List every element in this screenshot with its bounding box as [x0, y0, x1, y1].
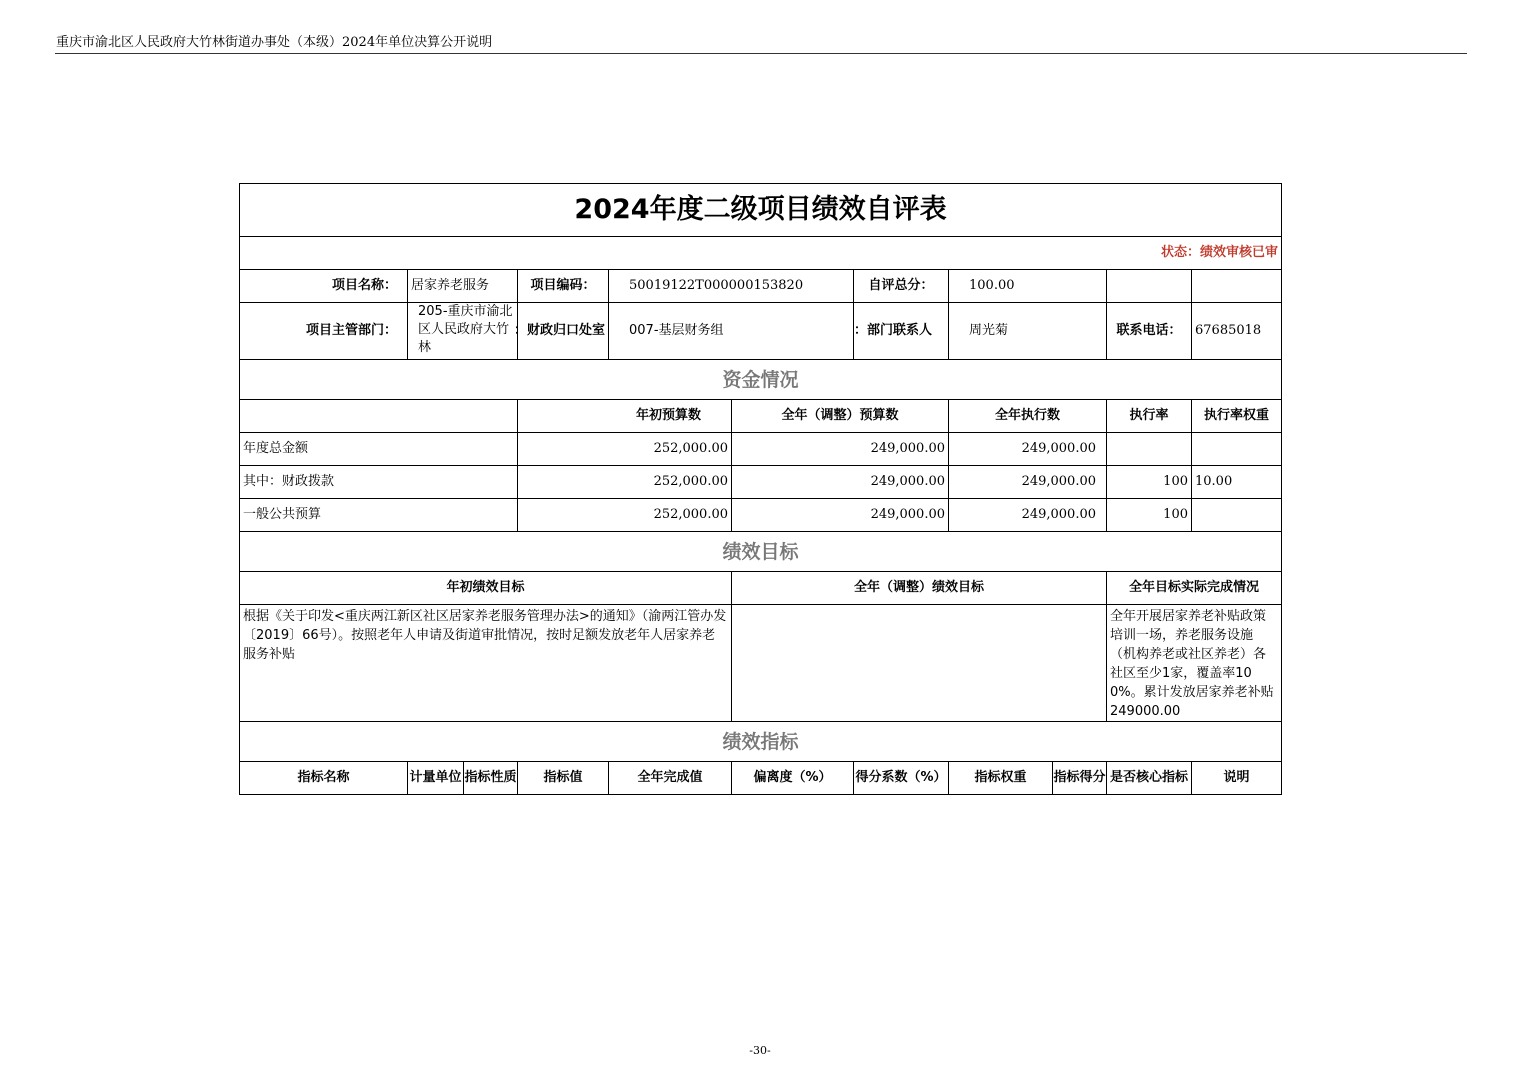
fund-row-label: 年度总金额 — [240, 433, 518, 466]
phone-value: 67685018 — [1192, 303, 1282, 360]
funds-header-adjusted: 全年（调整）预算数 — [732, 400, 949, 433]
project-code-label: 项目编码： — [518, 270, 609, 303]
indicator-header: 是否核心指标 — [1107, 762, 1192, 795]
score-label: 自评总分： — [854, 270, 949, 303]
page-number: -30- — [749, 1044, 771, 1057]
funds-header-rate: 执行率 — [1107, 400, 1192, 433]
fund-rate: 100 — [1107, 466, 1192, 499]
running-title: 重庆市渝北区人民政府大竹林街道办事处（本级）2024年单位决算公开说明 — [56, 35, 493, 50]
office-label: 财政归口处室： — [518, 303, 609, 360]
funds-section-title: 资金情况 — [240, 360, 1282, 400]
form-title: 2024年度二级项目绩效自评表 — [240, 184, 1282, 237]
contact-value: 周光菊 — [949, 303, 1107, 360]
indicator-header: 指标得分 — [1053, 762, 1107, 795]
fund-weight: 10.00 — [1192, 466, 1282, 499]
indicator-header: 说明 — [1192, 762, 1282, 795]
goals-section-title: 绩效目标 — [240, 532, 1282, 572]
fund-rate — [1107, 433, 1192, 466]
indicator-header: 指标名称 — [240, 762, 408, 795]
fund-rate: 100 — [1107, 499, 1192, 532]
project-name-value: 居家养老服务 — [408, 270, 518, 303]
fund-adjusted: 249,000.00 — [732, 433, 949, 466]
performance-self-evaluation-table — [239, 183, 1282, 795]
table-row — [240, 499, 1282, 532]
goal-adjusted-text — [732, 605, 1107, 722]
fund-executed: 249,000.00 — [949, 466, 1107, 499]
fund-executed: 249,000.00 — [949, 433, 1107, 466]
fund-initial: 252,000.00 — [518, 433, 732, 466]
fund-weight — [1192, 499, 1282, 532]
fund-initial: 252,000.00 — [518, 499, 732, 532]
indicator-header: 偏离度（%） — [732, 762, 854, 795]
indicator-header: 指标性质 — [464, 762, 518, 795]
dept-value: 205-重庆市渝北区人民政府大竹林 — [408, 303, 518, 360]
office-value: 007-基层财务组 — [609, 303, 854, 360]
funds-header-weight: 执行率权重 — [1192, 400, 1282, 433]
table-row — [240, 466, 1282, 499]
goals-header-initial: 年初绩效目标 — [240, 572, 732, 605]
phone-label: 联系电话： — [1107, 303, 1192, 360]
dept-label: 项目主管部门： — [240, 303, 408, 360]
fund-adjusted: 249,000.00 — [732, 499, 949, 532]
empty-cell — [240, 400, 518, 433]
indicator-header: 指标权重 — [949, 762, 1053, 795]
contact-label: 部门联系人： — [854, 303, 949, 360]
table-row — [240, 433, 1282, 466]
fund-initial: 252,000.00 — [518, 466, 732, 499]
goals-header-adjusted: 全年（调整）绩效目标 — [732, 572, 1107, 605]
goal-actual-text: 全年开展居家养老补贴政策培训一场，养老服务设施（机构养老或社区养老）各社区至少1家，覆盖率100%。累计发放居家养老补贴249000.00 — [1107, 605, 1282, 722]
status-badge: 状态：绩效审核已审 — [240, 237, 1282, 270]
empty-cell — [1107, 270, 1192, 303]
indicator-header: 指标值 — [518, 762, 609, 795]
fund-row-label: 一般公共预算 — [240, 499, 518, 532]
funds-header-executed: 全年执行数 — [949, 400, 1107, 433]
indicators-section-title: 绩效指标 — [240, 722, 1282, 762]
indicator-header: 计量单位 — [408, 762, 464, 795]
fund-weight — [1192, 433, 1282, 466]
empty-cell — [1192, 270, 1282, 303]
project-name-label: 项目名称： — [240, 270, 408, 303]
score-value: 100.00 — [949, 270, 1107, 303]
goals-header-actual: 全年目标实际完成情况 — [1107, 572, 1282, 605]
fund-adjusted: 249,000.00 — [732, 466, 949, 499]
indicator-header: 得分系数（%） — [854, 762, 949, 795]
goal-initial-text: 根据《关于印发<重庆两江新区社区居家养老服务管理办法>的通知》（渝两江管办发〔2019〕66号）。按照老年人申请及街道审批情况，按时足额发放老年人居家养老服务补贴 — [240, 605, 732, 722]
fund-row-label: 其中：财政拨款 — [240, 466, 518, 499]
indicator-header: 全年完成值 — [609, 762, 732, 795]
header-divider — [55, 53, 1467, 54]
fund-executed: 249,000.00 — [949, 499, 1107, 532]
project-code-value: 50019122T000000153820 — [609, 270, 854, 303]
funds-header-initial: 年初预算数 — [518, 400, 732, 433]
